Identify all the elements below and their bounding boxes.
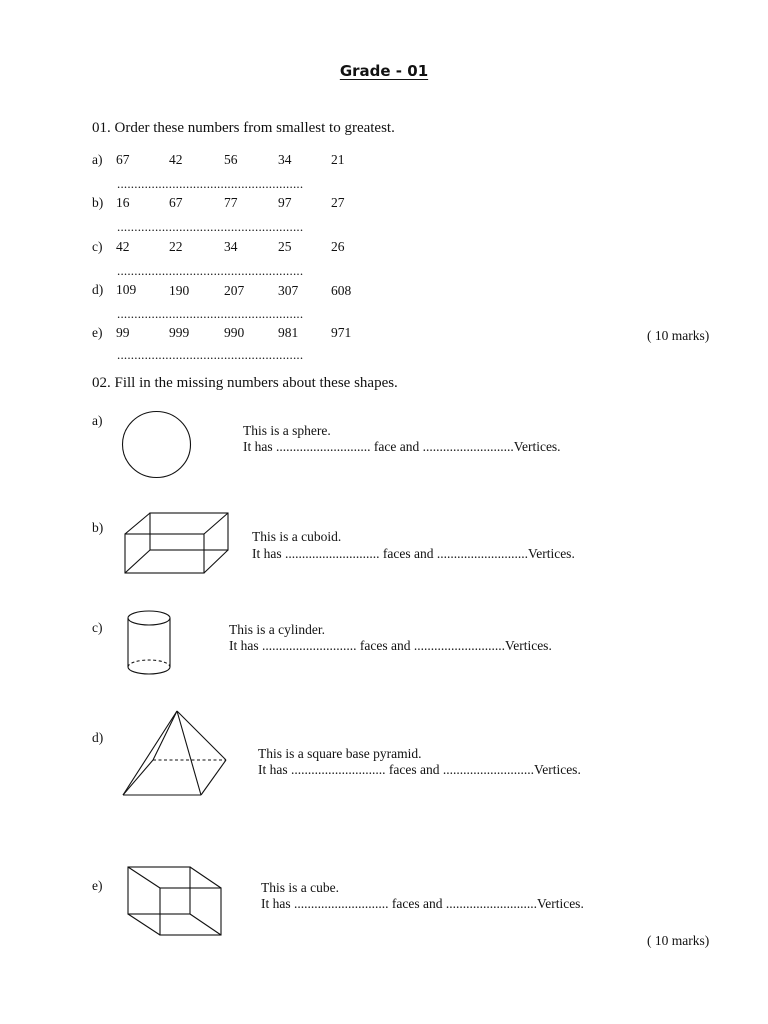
q1-number: 990 xyxy=(224,325,245,340)
q1-number: 16 xyxy=(116,195,130,210)
q2-item-title: This is a cube. xyxy=(261,880,339,895)
cylinder-shape xyxy=(126,608,174,680)
q1-row-label: e) xyxy=(92,325,103,340)
q2-item-fill-line[interactable]: It has ............................ faces and ...........................Vertices. xyxy=(252,546,575,561)
q2-item-label: c) xyxy=(92,620,103,635)
q1-number: 34 xyxy=(278,152,292,167)
q2-item-fill-line[interactable]: It has ............................ faces and ...........................Vertices. xyxy=(261,896,584,911)
cube-shape xyxy=(125,864,225,938)
question-1-heading: 01. Order these numbers from smallest to greatest. xyxy=(92,120,395,136)
q2-item-label: d) xyxy=(92,730,104,745)
question-2-heading: 02. Fill in the missing numbers about these shapes. xyxy=(92,375,398,391)
q1-number: 26 xyxy=(331,239,345,254)
q1-number: 999 xyxy=(169,325,190,340)
q1-number: 67 xyxy=(116,152,130,167)
q1-number: 97 xyxy=(278,195,292,210)
q1-number: 207 xyxy=(224,283,245,298)
q1-number: 25 xyxy=(278,239,292,254)
q2-item-label: a) xyxy=(92,413,103,428)
cuboid-shape xyxy=(122,510,232,576)
sphere-shape xyxy=(122,411,192,479)
q1-number: 99 xyxy=(116,325,130,340)
q2-item-title: This is a cuboid. xyxy=(252,529,342,544)
q1-answer-line[interactable]: ...................................................... xyxy=(117,176,304,191)
q1-number: 307 xyxy=(278,283,299,298)
page-title: Grade - 01 xyxy=(339,62,429,80)
q2-item-title: This is a sphere. xyxy=(243,423,331,438)
q1-marks: ( 10 marks) xyxy=(647,328,710,343)
q1-number: 608 xyxy=(331,283,352,298)
q1-number: 27 xyxy=(331,195,345,210)
q2-item-label: b) xyxy=(92,520,104,535)
q1-row-label: b) xyxy=(92,195,104,210)
q1-number: 77 xyxy=(224,195,238,210)
q1-number: 56 xyxy=(224,152,238,167)
q2-item-title: This is a square base pyramid. xyxy=(258,746,422,761)
q1-answer-line[interactable]: ...................................................... xyxy=(117,263,304,278)
q2-item-fill-line[interactable]: It has ............................ faces and ...........................Vertices. xyxy=(258,762,581,777)
q1-number: 109 xyxy=(116,282,137,297)
q1-number: 981 xyxy=(278,325,299,340)
q1-number: 34 xyxy=(224,239,238,254)
q2-marks: ( 10 marks) xyxy=(647,933,710,948)
q2-item-title: This is a cylinder. xyxy=(229,622,325,637)
q1-number: 67 xyxy=(169,195,183,210)
q1-answer-line[interactable]: ...................................................... xyxy=(117,347,304,362)
square-base-pyramid-shape xyxy=(120,707,230,799)
q1-number: 42 xyxy=(116,239,130,254)
q2-item-label: e) xyxy=(92,878,103,893)
q1-number: 971 xyxy=(331,325,352,340)
q2-item-fill-line[interactable]: It has ............................ face and ...........................Vertices. xyxy=(243,439,561,454)
q1-answer-line[interactable]: ...................................................... xyxy=(117,219,304,234)
q1-row-label: c) xyxy=(92,239,103,254)
q1-number: 22 xyxy=(169,239,183,254)
q1-row-label: a) xyxy=(92,152,103,167)
q1-number: 42 xyxy=(169,152,183,167)
q1-row-label: d) xyxy=(92,282,104,297)
q1-answer-line[interactable]: ...................................................... xyxy=(117,306,304,321)
q1-number: 190 xyxy=(169,283,190,298)
q1-number: 21 xyxy=(331,152,345,167)
q2-item-fill-line[interactable]: It has ............................ faces and ...........................Vertices. xyxy=(229,638,552,653)
